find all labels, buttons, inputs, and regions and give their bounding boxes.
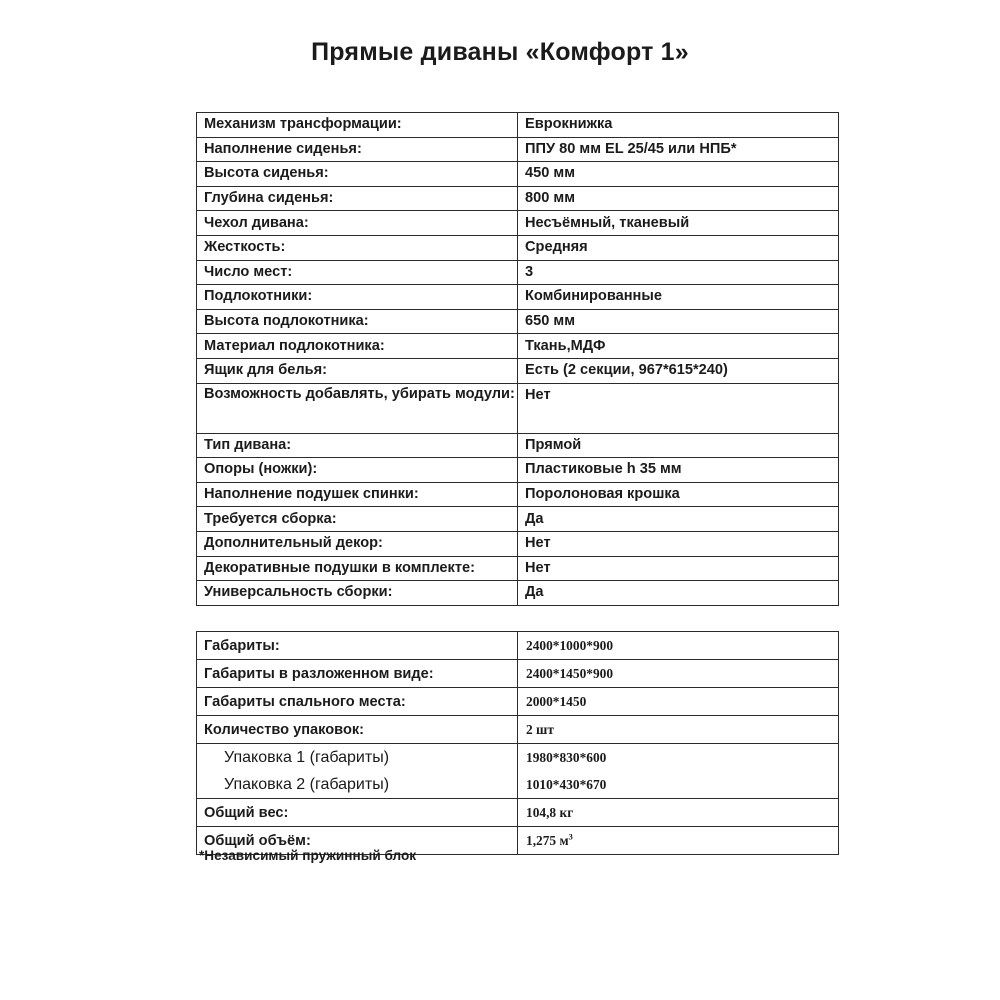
- table-row: [197, 358, 839, 383]
- row-label: Тип дивана:: [197, 433, 518, 458]
- row-label: Материал подлокотника:: [197, 334, 518, 359]
- table-row: [197, 137, 839, 162]
- row-value: Прямой: [518, 433, 839, 458]
- row-value: Несъёмный, тканевый: [518, 211, 839, 236]
- table-row: [197, 688, 839, 716]
- row-value: Еврокнижка: [518, 113, 839, 138]
- row-value: 650 мм: [518, 309, 839, 334]
- packages-label-cell: [197, 744, 518, 799]
- dimensions-specification-table: [196, 631, 839, 855]
- package-2-value: 1010*430*670: [526, 777, 607, 792]
- row-label: Глубина сиденья:: [197, 186, 518, 211]
- table-row: [197, 235, 839, 260]
- row-label: Требуется сборка:: [197, 507, 518, 532]
- table-row: [197, 309, 839, 334]
- row-label: Габариты:: [197, 632, 518, 660]
- table-row: [197, 632, 839, 660]
- table-row: [197, 433, 839, 458]
- row-value: Нет: [518, 556, 839, 581]
- footnote-text: *Независимый пружинный блок: [199, 848, 417, 863]
- row-value-volume: [518, 827, 839, 855]
- row-value: Поролоновая крошка: [518, 482, 839, 507]
- row-value: Нет: [518, 531, 839, 556]
- row-value: ППУ 80 мм EL 25/45 или НПБ*: [518, 137, 839, 162]
- table-row: [197, 581, 839, 606]
- row-value: Ткань,МДФ: [518, 334, 839, 359]
- row-label: Высота сиденья:: [197, 162, 518, 187]
- row-value: 2400*1000*900: [518, 632, 839, 660]
- table-row: [197, 113, 839, 138]
- package-1-value: 1980*830*600: [526, 750, 607, 765]
- table-row: [197, 507, 839, 532]
- row-label: Декоративные подушки в комплекте:: [197, 556, 518, 581]
- row-value: 2400*1450*900: [518, 660, 839, 688]
- dimensions-table-body: [197, 632, 839, 855]
- table-row: [197, 211, 839, 236]
- volume-value: 1,275 м: [526, 832, 569, 848]
- row-label: Наполнение подушек спинки:: [197, 482, 518, 507]
- row-value: Нет: [518, 383, 839, 433]
- row-label: Дополнительный декор:: [197, 531, 518, 556]
- package-2-label: Упаковка 2 (габариты): [224, 776, 390, 793]
- packages-value-cell: [518, 744, 839, 799]
- table-row: [197, 531, 839, 556]
- row-label: Универсальность сборки:: [197, 581, 518, 606]
- row-label: Механизм трансформации:: [197, 113, 518, 138]
- volume-superscript: 3: [568, 832, 573, 842]
- row-value: Да: [518, 581, 839, 606]
- features-table-body: [197, 113, 839, 606]
- row-label: Число мест:: [197, 260, 518, 285]
- page-title: Прямые диваны «Комфорт 1»: [311, 38, 689, 66]
- row-label: Габариты в разложенном виде:: [197, 660, 518, 688]
- row-value: Есть (2 секции, 967*615*240): [518, 358, 839, 383]
- row-label: Наполнение сиденья:: [197, 137, 518, 162]
- row-value: Пластиковые h 35 мм: [518, 458, 839, 483]
- table-row: [197, 334, 839, 359]
- table-row: [197, 482, 839, 507]
- package-1-label: Упаковка 1 (габариты): [224, 749, 390, 766]
- row-label: Возможность добавлять, убирать модули:: [197, 383, 518, 433]
- row-label: Высота подлокотника:: [197, 309, 518, 334]
- packages-row: [197, 744, 839, 799]
- row-value: Да: [518, 507, 839, 532]
- row-value: 2000*1450: [518, 688, 839, 716]
- row-label: Габариты спального места:: [197, 688, 518, 716]
- table-row: [197, 556, 839, 581]
- row-value: Комбинированные: [518, 285, 839, 310]
- row-value: 2 шт: [518, 716, 839, 744]
- table-row: [197, 186, 839, 211]
- table-row: [197, 285, 839, 310]
- row-label: Общий объём:: [197, 827, 518, 855]
- table-row: [197, 260, 839, 285]
- row-label: Опоры (ножки):: [197, 458, 518, 483]
- row-value: 3: [518, 260, 839, 285]
- table-row: [197, 162, 839, 187]
- row-value: 450 мм: [518, 162, 839, 187]
- row-label: Жесткость:: [197, 235, 518, 260]
- row-label: Общий вес:: [197, 799, 518, 827]
- row-value: 104,8 кг: [518, 799, 839, 827]
- row-value: 800 мм: [518, 186, 839, 211]
- row-label: Количество упаковок:: [197, 716, 518, 744]
- table-row: [197, 458, 839, 483]
- features-specification-table: [196, 112, 839, 606]
- row-label: Чехол дивана:: [197, 211, 518, 236]
- table-row: [197, 716, 839, 744]
- row-label: Ящик для белья:: [197, 358, 518, 383]
- row-value: Средняя: [518, 235, 839, 260]
- table-row: [197, 383, 839, 433]
- table-row: [197, 799, 839, 827]
- row-label: Подлокотники:: [197, 285, 518, 310]
- table-row: [197, 660, 839, 688]
